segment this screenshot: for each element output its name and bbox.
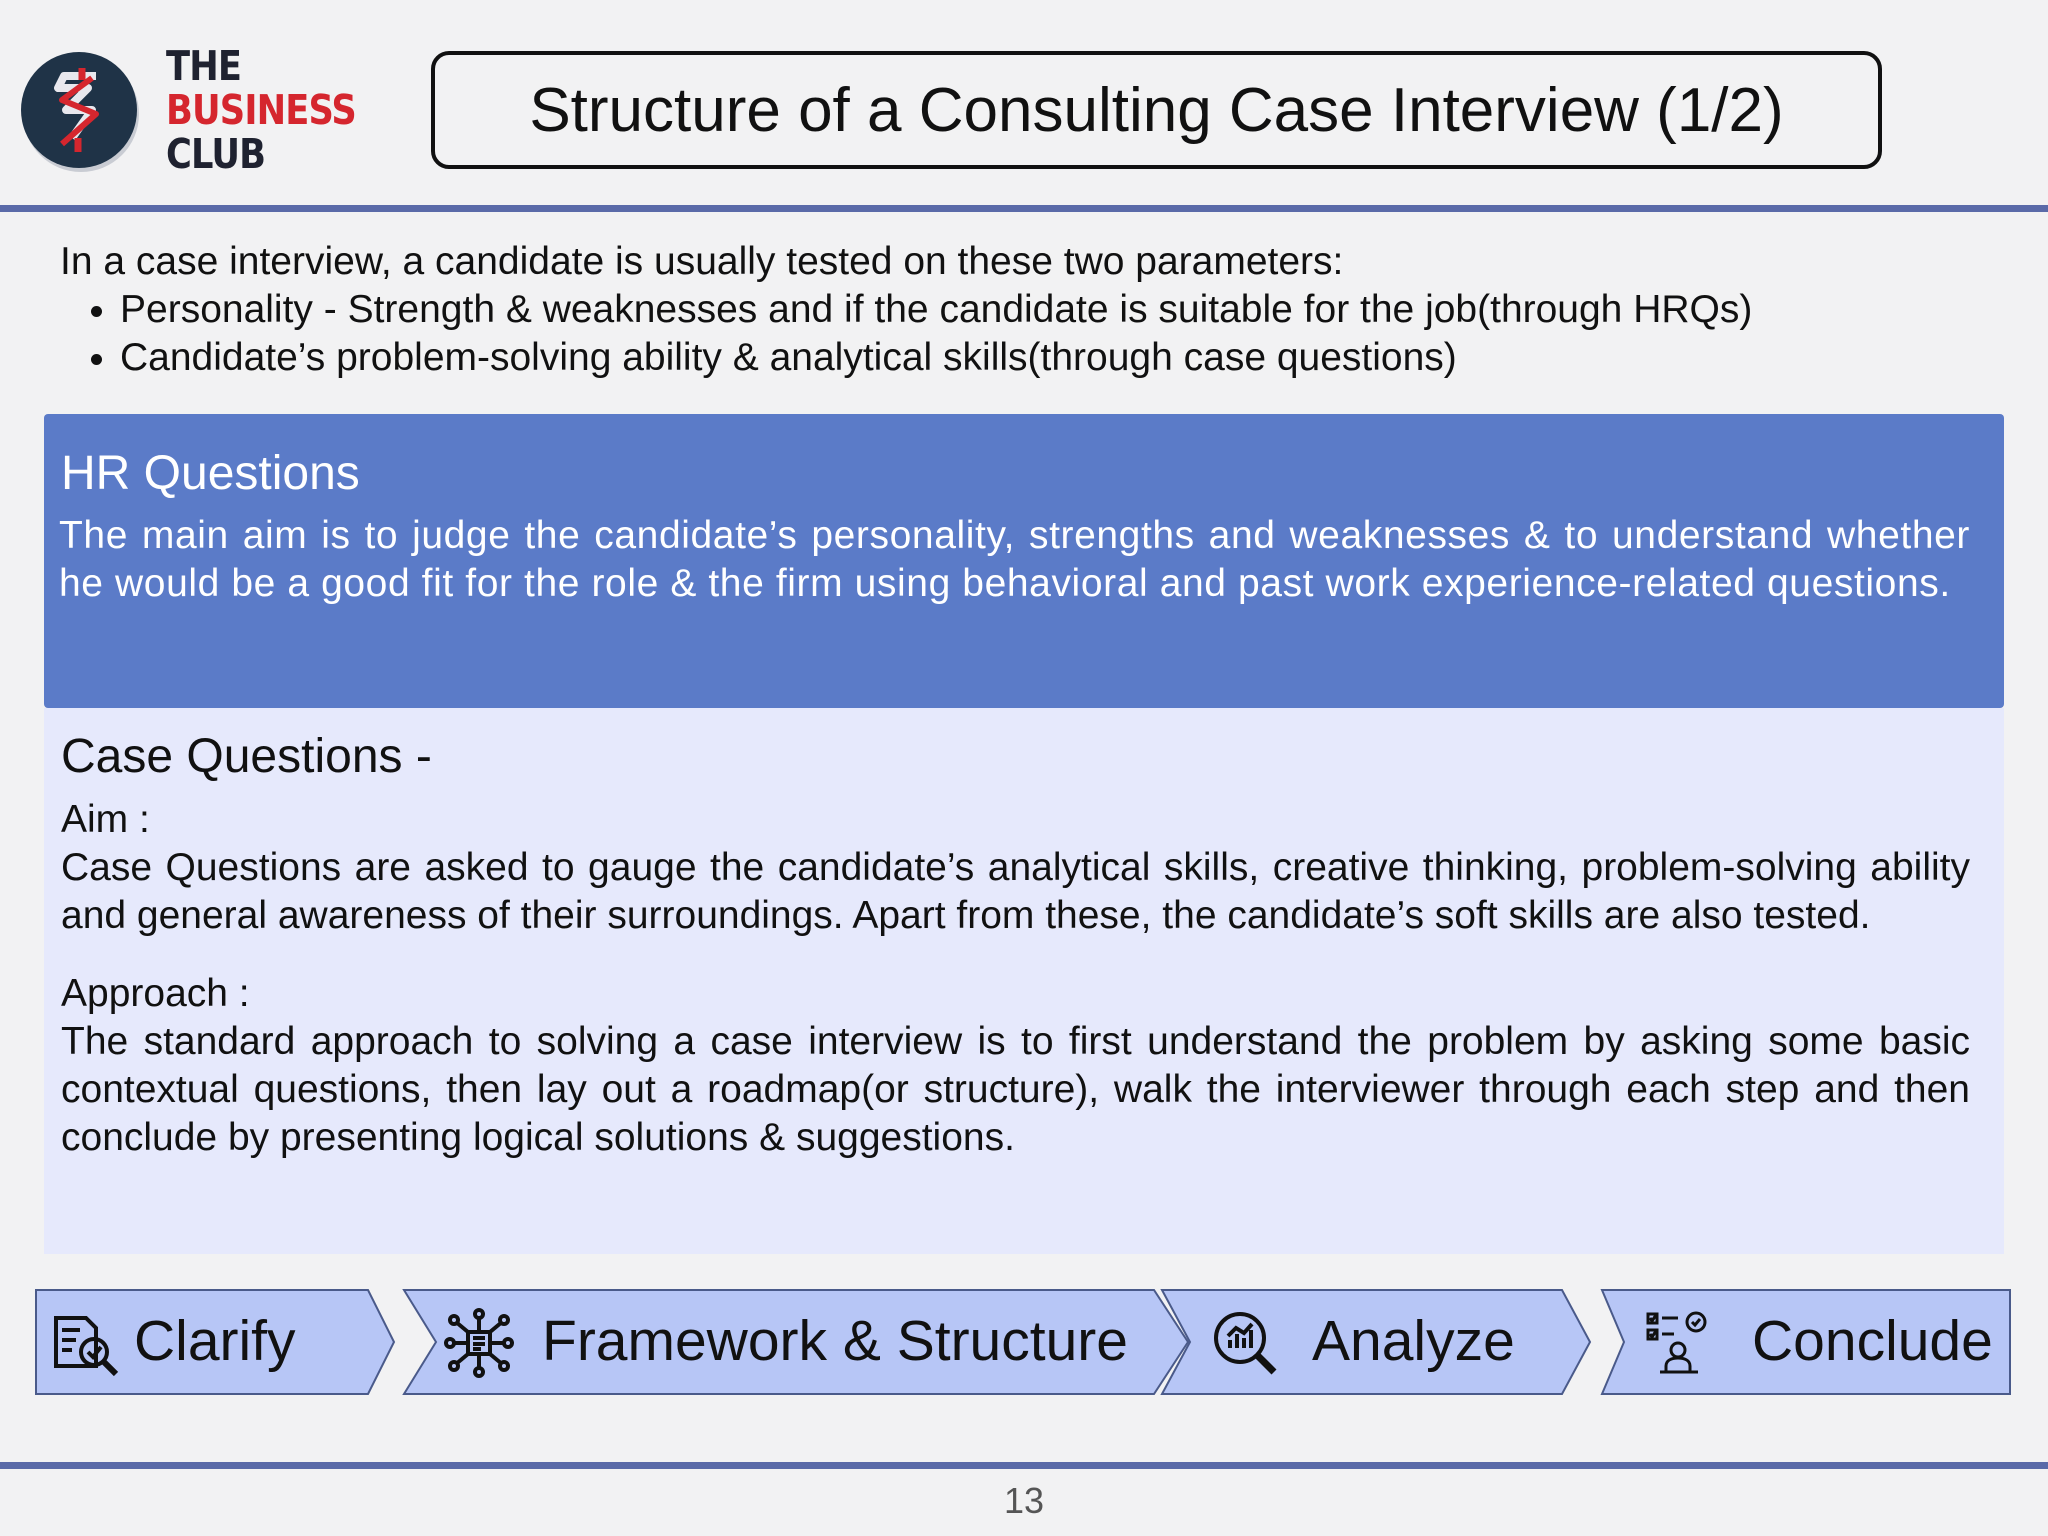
case-questions-panel	[44, 708, 2004, 1254]
step-label: Clarify	[134, 1309, 296, 1373]
step-conclude	[1600, 1288, 2012, 1398]
process-steps	[34, 1288, 2034, 1398]
intro-bullet: • Candidate’s problem-solving ability & analytical skills(through case questions)	[120, 334, 2020, 382]
step-analyze	[1160, 1288, 1592, 1398]
step-clarify	[34, 1288, 396, 1398]
bottom-divider	[0, 1462, 2048, 1469]
intro-bullet: • Personality - Strength & weaknesses and if the candidate is suitable for the job(through HRQs)	[120, 286, 2020, 334]
hr-questions-text: The main aim is to judge the candidate’s personality, strengths and weaknesses & to understand whether he would be a good fit for the role & the firm using behavioral and past work experience-related questions.	[59, 514, 1970, 605]
business-club-logo	[18, 48, 144, 174]
chart-magnifier-icon	[1210, 1308, 1280, 1378]
checklist-person-icon	[1644, 1308, 1714, 1378]
aim-text: Case Questions are asked to gauge the candidate’s analytical skills, creative thinking, problem-solving ability and general awareness of their surroundings. Apart from these, the candidate’s soft skills are also tested.	[61, 846, 1970, 937]
intro-section	[60, 238, 2020, 382]
step-label: Framework & Structure	[542, 1309, 1128, 1373]
step-label: Conclude	[1752, 1309, 1993, 1373]
brand-line-1: THE	[166, 42, 242, 90]
slide-title: Structure of a Consulting Case Interview (1/2)	[431, 51, 1882, 169]
approach-heading: Approach :	[61, 972, 250, 1015]
hr-questions-panel	[44, 414, 2004, 708]
brand-line-3: CLUB	[166, 130, 266, 178]
brand-line-2: BUSINESS	[166, 86, 356, 134]
step-framework-structure	[402, 1288, 1190, 1398]
intro-lead: In a case interview, a candidate is usually tested on these two parameters:	[60, 240, 1344, 283]
intro-bullets	[60, 286, 2020, 382]
brand-wordmark	[166, 44, 356, 176]
document-check-magnifier-icon	[50, 1308, 120, 1378]
case-questions-title: Case Questions -	[61, 730, 432, 783]
page-number: 13	[1003, 1480, 1045, 1521]
network-hub-icon	[444, 1308, 514, 1378]
top-divider	[0, 205, 2048, 212]
approach-text: The standard approach to solving a case interview is to first understand the problem by asking some basic contextual questions, then lay out a roadmap(or structure), walk the interviewer through each step and then conclude by presenting logical solutions & suggestions.	[61, 1020, 1970, 1159]
step-label: Analyze	[1312, 1309, 1515, 1373]
hr-questions-title: HR Questions	[61, 447, 360, 500]
aim-heading: Aim :	[61, 798, 150, 841]
